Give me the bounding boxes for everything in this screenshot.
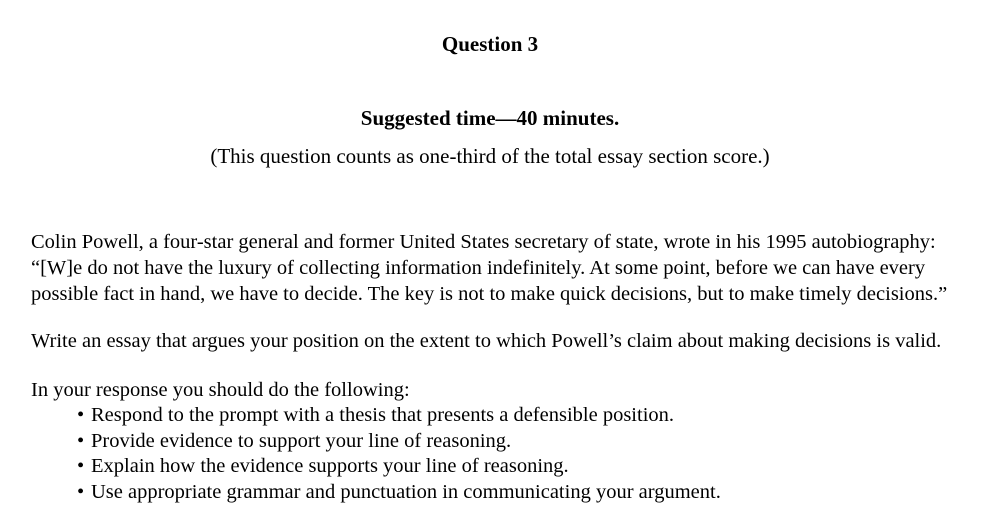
prompt-passage (31, 229, 996, 307)
prompt-line: “[W]e do not have the luxury of collecting information indefinitely. At some point, before we can have every (31, 257, 926, 279)
list-item (77, 480, 721, 506)
list-item (77, 429, 721, 455)
instructions-intro: In your response you should do the following: (31, 379, 410, 401)
bullet-icon: • (77, 455, 85, 477)
essay-task: Write an essay that argues your position on the extent to which Powell’s claim about making decisions is valid. (31, 330, 942, 352)
question-title: Question 3 (441, 32, 539, 56)
bullet-icon: • (77, 480, 85, 503)
instruction-text: Provide evidence to support your line of reasoning. (91, 429, 512, 452)
instruction-text: Respond to the prompt with a thesis that presents a defensible position. (91, 404, 675, 426)
suggested-time: Suggested time—40 minutes. (360, 106, 620, 130)
instruction-text: Use appropriate grammar and punctuation in communicating your argument. (91, 480, 721, 503)
list-item (77, 454, 721, 480)
bullet-icon: • (77, 404, 85, 426)
instruction-text: Explain how the evidence supports your line of reasoning. (91, 455, 569, 477)
prompt-line: Colin Powell, a four-star general and former United States secretary of state, wrote in his 1995 autobiography: (31, 231, 936, 253)
instructions-list (77, 403, 721, 505)
list-item (77, 403, 721, 429)
bullet-icon: • (77, 429, 85, 452)
prompt-line: possible fact in hand, we have to decide. The key is not to make quick decisions, but to make timely decisions.” (31, 283, 948, 305)
score-weight-note: (This question counts as one-third of the total essay section score.) (210, 144, 770, 168)
